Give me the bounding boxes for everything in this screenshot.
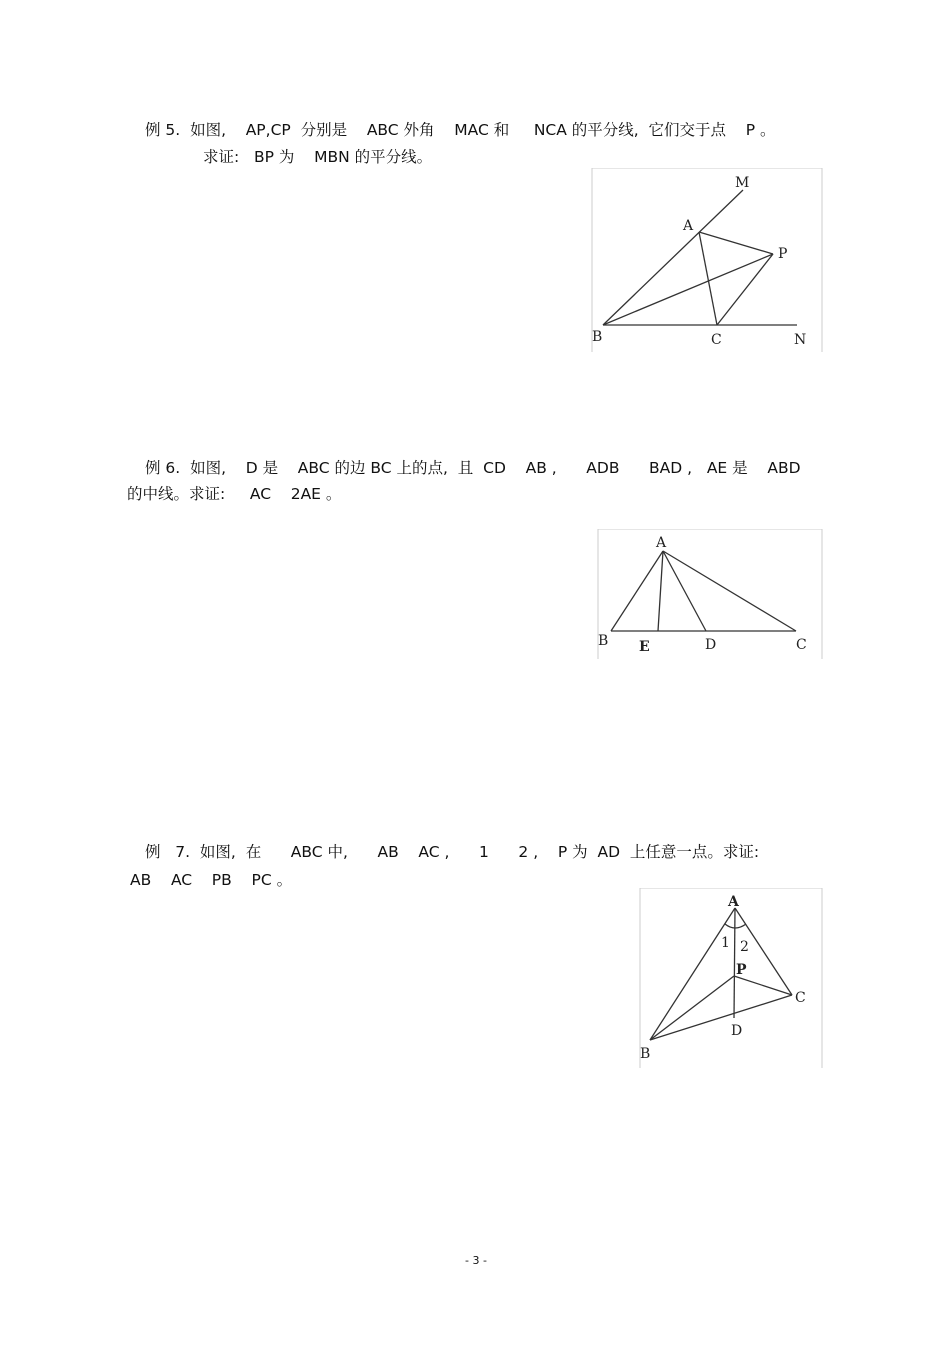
label-P: P	[736, 962, 747, 978]
example-7-figure	[639, 888, 823, 1068]
label-B: B	[598, 633, 609, 649]
label-C: C	[796, 637, 807, 653]
segment-PB	[650, 976, 734, 1040]
segment-AP	[699, 232, 773, 254]
segment-PC	[734, 976, 792, 995]
segment-AC	[663, 551, 796, 631]
example-7-proof-goal: AB AC PB PC 。	[130, 871, 293, 889]
example-5-figure	[591, 168, 823, 352]
label-A: A	[728, 894, 739, 910]
label-M: M	[735, 175, 750, 191]
label-B: B	[640, 1046, 651, 1062]
label-C: C	[795, 990, 806, 1006]
label-D: D	[731, 1023, 743, 1039]
label-E: E	[639, 639, 650, 655]
angle-arc	[725, 924, 746, 928]
segment-AB	[650, 908, 735, 1040]
example-6-proof-goal: 的中线。求证: AC 2AE 。	[127, 485, 342, 503]
segment-AD	[663, 551, 706, 631]
segment-BM	[603, 190, 743, 325]
segment-BC	[650, 995, 792, 1040]
label-angle-2: 2	[740, 939, 749, 955]
example-6-figure	[597, 529, 823, 659]
label-D: D	[705, 637, 717, 653]
segment-BP	[603, 254, 773, 325]
example-5-proof-goal: 求证: BP 为 MBN 的平分线。	[203, 148, 433, 166]
label-P: P	[778, 246, 788, 262]
example-5-statement: 例 5. 如图, AP,CP 分别是 ABC 外角 MAC 和 NCA 的平分线, 它们交于点 P 。	[145, 121, 776, 139]
segment-AD	[734, 908, 735, 1018]
page-number: - 3 -	[465, 1254, 487, 1267]
segment-AE	[658, 551, 663, 631]
label-angle-1: 1	[721, 935, 730, 951]
segment-AB	[611, 551, 663, 631]
label-B: B	[592, 329, 603, 345]
example-7-statement: 例 7. 如图, 在 ABC 中, AB AC , 1 2 , P 为 AD 上任意一点。求证:	[145, 843, 760, 861]
label-N: N	[794, 332, 807, 348]
segment-CP	[717, 254, 773, 325]
label-A: A	[656, 535, 667, 551]
example-6-statement: 例 6. 如图, D 是 ABC 的边 BC 上的点, 且 CD AB , ADB BAD , AE 是 ABD	[145, 459, 801, 477]
label-A: A	[683, 218, 694, 234]
label-C: C	[711, 332, 722, 348]
